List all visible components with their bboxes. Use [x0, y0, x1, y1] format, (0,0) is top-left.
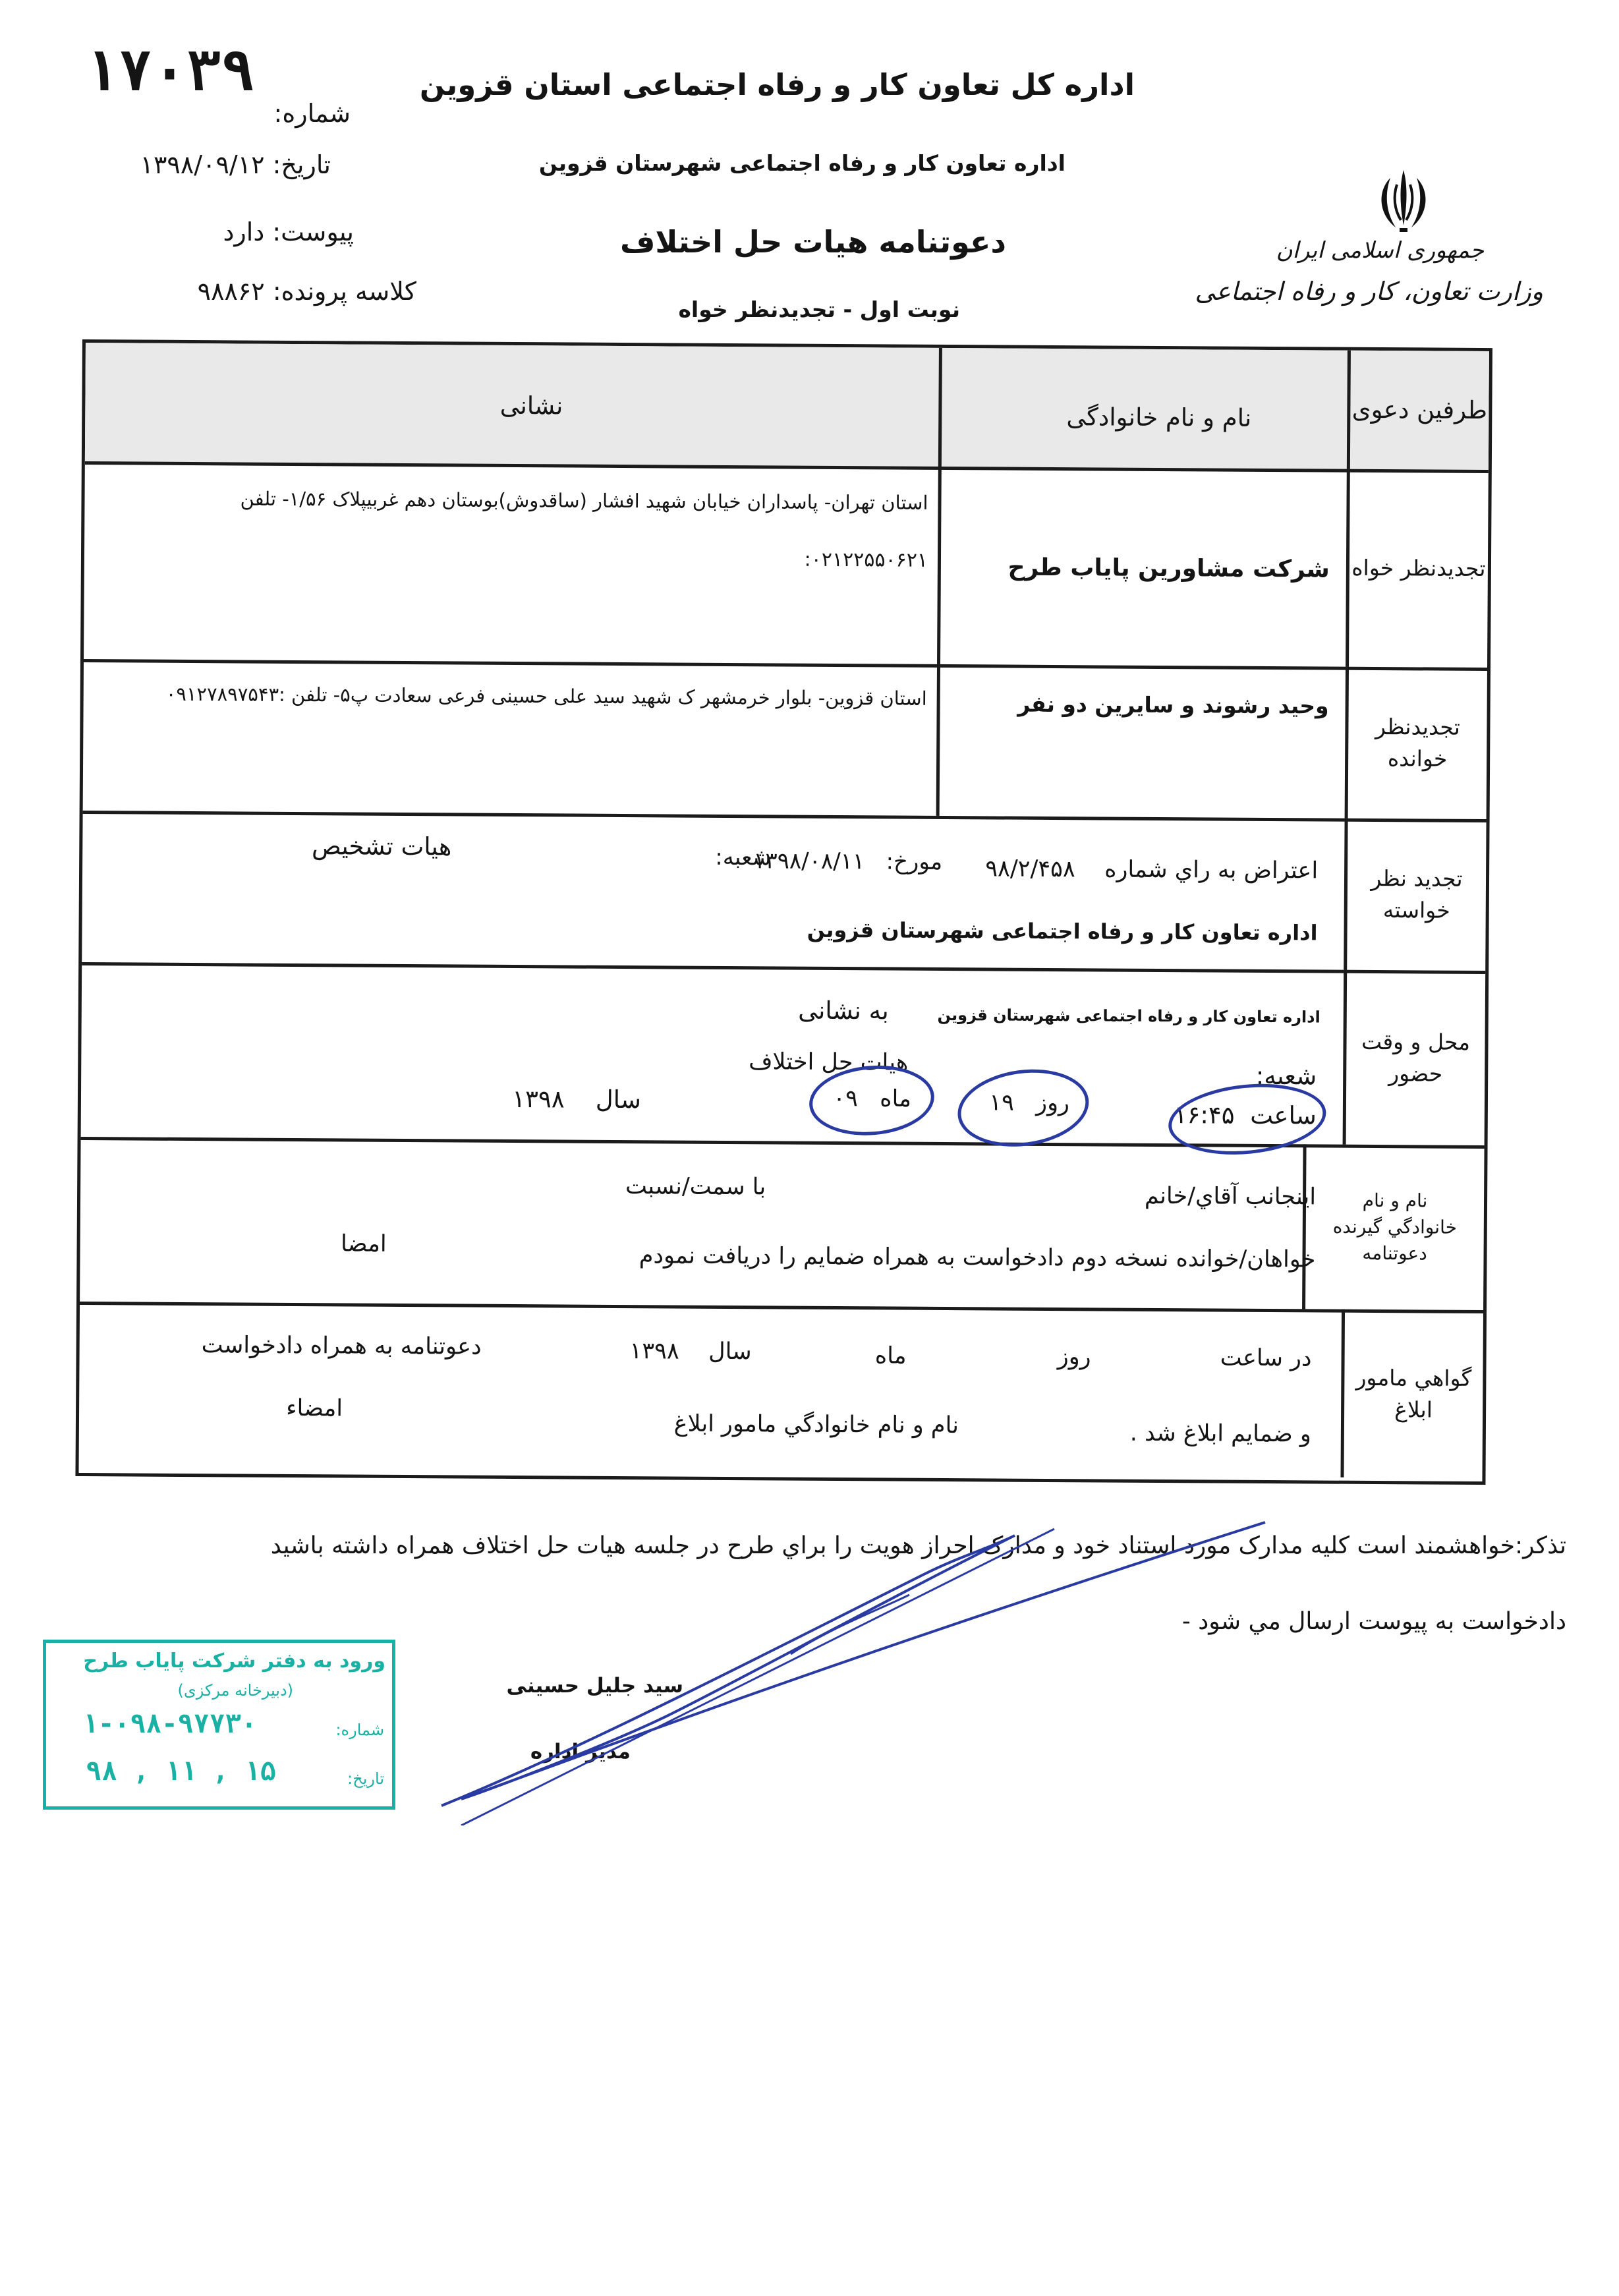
officer-day: روز	[1057, 1344, 1091, 1371]
receiver-line-1: اينجانب آقاي/خانم	[1144, 1182, 1317, 1211]
emblem-logo	[1371, 165, 1436, 237]
receiver-row	[80, 1137, 1485, 1313]
receiver-label: نام و نام خانوادگي گيرنده دعوتنامه	[1302, 1144, 1485, 1310]
org-title: اداره کل تعاون کار و رفاه اجتماعی استان قزوین	[419, 67, 1135, 102]
appeal-date-label: مورخ:	[886, 848, 943, 875]
place-branch-label: شعبه:	[1255, 1061, 1317, 1091]
place-board: هیات حل اختلاف	[749, 1048, 909, 1076]
appellant-name: شرکت مشاورین پایاب طرح	[1008, 554, 1330, 583]
date-value: ۱۳۹۸/۰۹/۱۲	[140, 150, 265, 179]
day-label: روز	[1036, 1089, 1070, 1117]
place-office: اداره تعاون کار و رفاه اجتماعی شهرستان قزوین	[937, 1005, 1321, 1027]
org-subtitle: اداره تعاون کار و رفاه اجتماعی شهرستان قزوین	[538, 150, 1065, 176]
doc-title: دعوتنامه هیات حل اختلاف	[619, 224, 1006, 260]
respondent-name-cell	[936, 664, 1349, 818]
appeal-date	[753, 847, 942, 875]
year-label: سال	[595, 1085, 642, 1114]
month-value: ۰۹	[833, 1085, 858, 1112]
month-label: ماه	[880, 1085, 912, 1112]
emblem-line-2: وزارت تعاون، کار و رفاه اجتماعی	[1195, 277, 1543, 306]
officer-year	[629, 1338, 751, 1365]
file-class-value: ۹۸۸۶۲	[197, 277, 265, 306]
head-name-cell	[938, 348, 1351, 469]
appeal-label: تجدید نظر خواسته	[1344, 818, 1486, 971]
appeal-text	[985, 855, 1318, 884]
year-value: ۱۳۹۸	[512, 1085, 565, 1114]
appellant-row	[84, 461, 1489, 671]
file-class-field	[198, 277, 416, 306]
attachment-field	[223, 217, 355, 246]
appeal-number: ۹۸/۲/۴۵۸	[985, 855, 1075, 883]
head-name: نام و نام خانوادگی	[1066, 403, 1252, 432]
received-stamp	[43, 1640, 395, 1810]
table-header-row	[85, 343, 1489, 473]
handwritten-number: ۱۷۰۳۹	[84, 38, 255, 104]
officer-label: گواهي مامور ابلاغ	[1340, 1309, 1483, 1478]
officer-row	[79, 1302, 1484, 1478]
appeal-row	[82, 811, 1486, 974]
stamp-date-value: ۹۸ , ۱۱ , ۱۵	[86, 1756, 276, 1787]
attachment-label: پیوست:	[272, 217, 354, 246]
stamp-title: ورود به دفتر شرکت پایاب طرح	[83, 1650, 385, 1673]
receiver-sign: امضا	[341, 1230, 387, 1257]
stamp-date-label: تاریخ:	[347, 1769, 384, 1788]
signer-title: مدیر اداره	[530, 1740, 631, 1764]
iran-emblem-icon	[1371, 165, 1436, 237]
signer-name: سید جلیل حسینی	[506, 1674, 683, 1698]
stamp-number-value: ۱-۰۹۸-۹۷۷۳۰	[82, 1709, 257, 1739]
day-circle-mark	[953, 1062, 1094, 1155]
emblem-line-1: جمهوری اسلامی ایران	[1276, 237, 1484, 264]
appellant-name-cell	[937, 467, 1350, 667]
appeal-office: اداره تعاون کار و رفاه اجتماعی شهرستان قزوین	[807, 917, 1318, 946]
date-label: تاریخ:	[272, 150, 331, 179]
respondent-row	[83, 659, 1487, 822]
day-value: ۱۹	[989, 1089, 1014, 1116]
number-label: شماره:	[273, 99, 351, 128]
respondent-label: تجدیدنظر خوانده	[1345, 667, 1487, 819]
place-address-label: به نشانی	[798, 996, 889, 1025]
hour-label: ساعت	[1250, 1101, 1317, 1130]
respondent-address: استان قزوین- بلوار خرمشهر ک شهید سید علی حسینی فرعی سعادت پ۵- تلفن :۰۹۱۲۷۸۹۷۵۴۳	[165, 682, 927, 710]
place-label: محل و وقت حضور	[1343, 970, 1486, 1145]
officer-hour: در ساعت	[1220, 1344, 1312, 1372]
hour-value: ۱۶:۴۵	[1174, 1101, 1235, 1130]
invitation-table	[75, 339, 1492, 1485]
officer-year-value: ۱۳۹۸	[629, 1338, 679, 1365]
receiver-relation: با سمت/نسبت	[625, 1173, 766, 1201]
appellant-label: تجدیدنظر خواه	[1346, 469, 1489, 668]
officer-month: ماه	[874, 1342, 907, 1369]
appeal-board: هیات تشخیص	[311, 832, 452, 861]
head-address: نشانی	[499, 391, 563, 420]
head-parties: طرفین دعوی	[1347, 351, 1489, 470]
appellant-address-line-1: استان تهران- پاسداران خیابان شهید افشار (ساقدوش)بوستان دهم غربیپلاک ۱/۵۶- تلفن	[240, 487, 928, 514]
officer-year-label: سال	[708, 1338, 752, 1365]
year-field	[512, 1085, 641, 1114]
place-time-row	[81, 962, 1486, 1149]
receiver-line-2: خواهان/خوانده نسخه دوم دادخواست به همراه ضمايم را دريافت نمودم	[639, 1242, 1316, 1273]
round-line: نوبت اول - تجدیدنظر خواه	[678, 297, 960, 322]
officer-sign: امضاء	[286, 1394, 343, 1422]
footer-note-line-1: تذکر:خواهشمند است کلیه مدارک مورد استناد خود و مدارک احراز هویت را براي طرح در جلسه هیات حل اختلاف همراه داشته باشید	[270, 1532, 1566, 1559]
officer-name: نام و نام خانوادگي مامور ابلاغ	[673, 1410, 959, 1439]
officer-annex: و ضمايم ابلاغ شد .	[1129, 1420, 1312, 1448]
stamp-number-label: شماره:	[335, 1721, 384, 1739]
handwritten-signature	[422, 1496, 1344, 1825]
appeal-date-value: ۱۳۹۸/۰۸/۱۱	[753, 847, 865, 875]
appellant-address-line-2: ۰۲۱۲۲۵۵۰۶۲۱:	[804, 548, 928, 572]
file-class-label: کلاسه پرونده:	[272, 277, 416, 306]
attachment-value: دارد	[223, 217, 265, 246]
respondent-name: وحید رشوند و سایرین دو نفر	[1017, 691, 1329, 719]
footer-note-line-2: دادخواست به پیوست ارسال مي شود -	[1181, 1608, 1566, 1635]
appeal-branch-label: شعبه:	[715, 844, 772, 871]
officer-invite: دعوتنامه به همراه دادخواست	[201, 1332, 482, 1360]
date-field	[140, 150, 331, 179]
stamp-subtitle: (دبیرخانه مرکزی)	[177, 1681, 293, 1700]
appeal-text-label: اعتراض به راي شماره	[1104, 856, 1319, 884]
